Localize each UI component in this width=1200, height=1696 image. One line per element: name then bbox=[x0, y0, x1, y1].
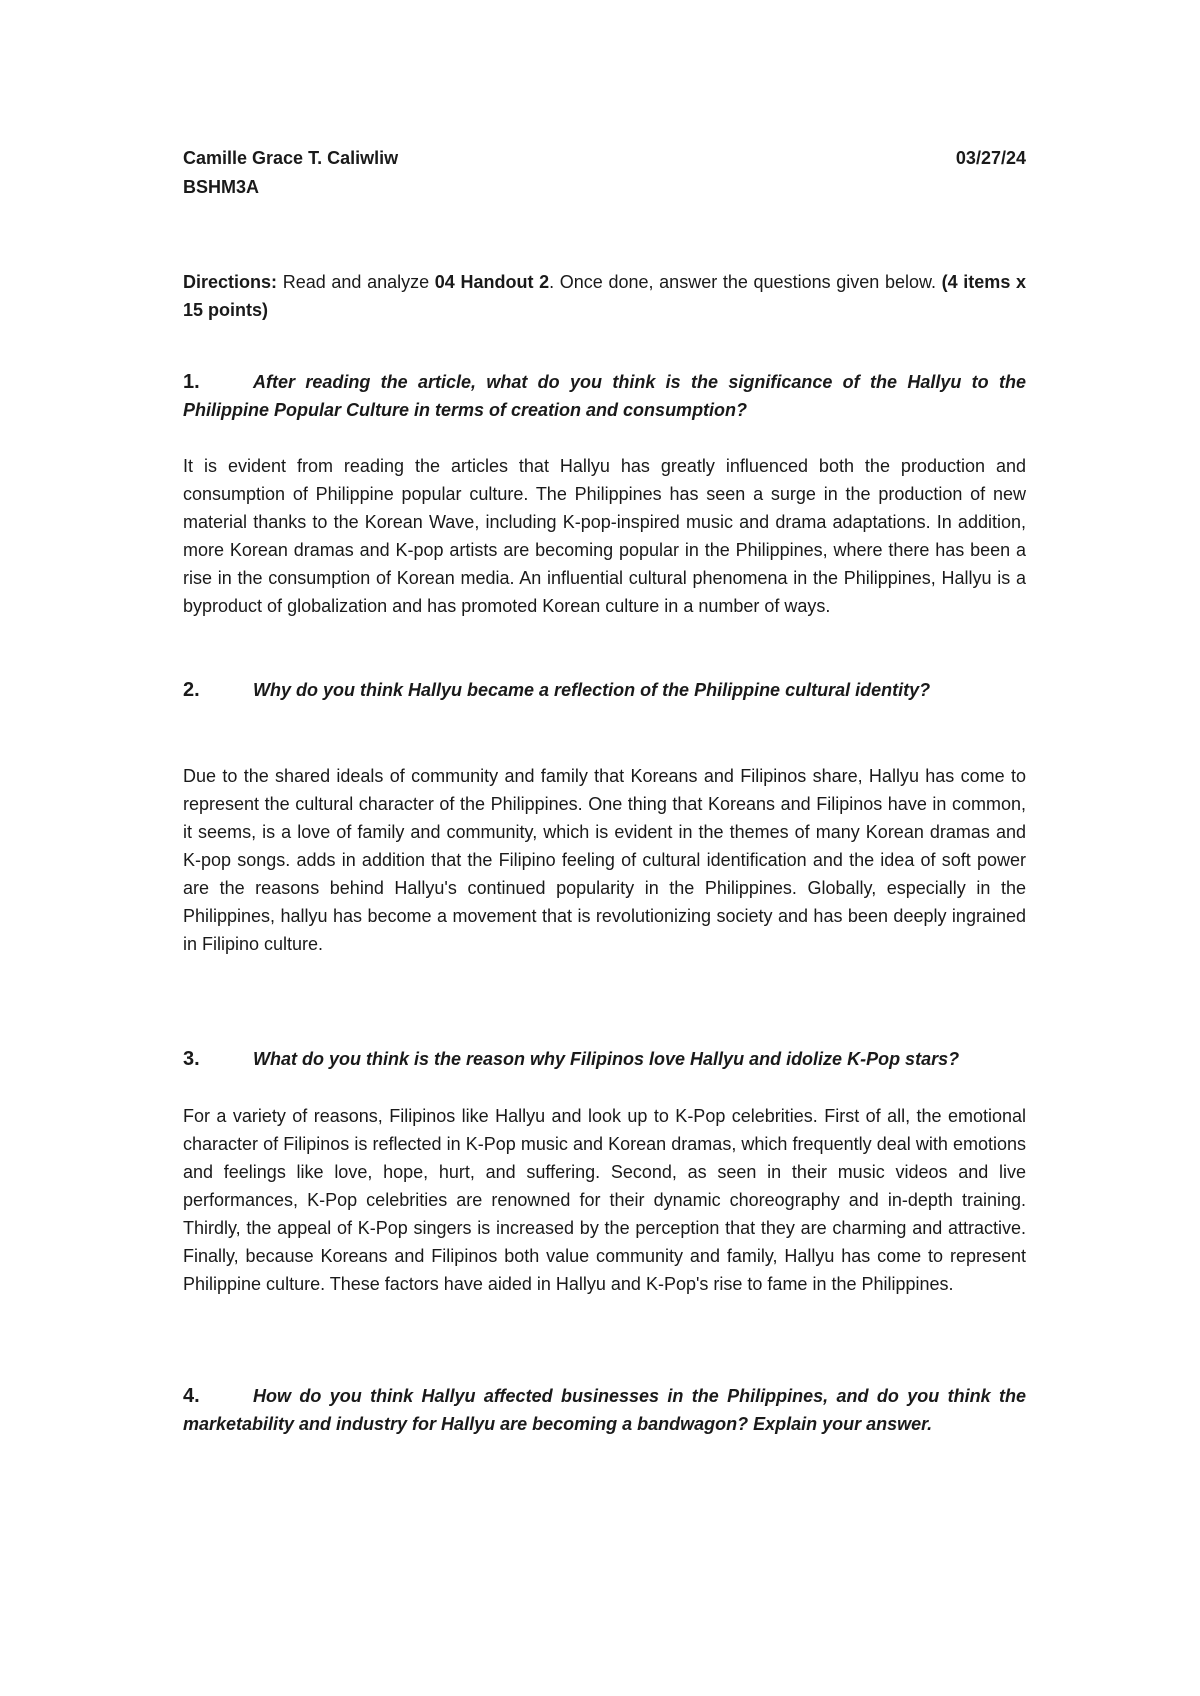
question-1 bbox=[183, 368, 1026, 424]
student-name: Camille Grace T. Caliwliw bbox=[183, 148, 399, 168]
question-number: 4. bbox=[183, 1385, 200, 1407]
submission-date: 03/27/24 bbox=[955, 148, 1026, 168]
question-4 bbox=[183, 1382, 1026, 1438]
directions bbox=[183, 268, 1026, 324]
question-3 bbox=[183, 1045, 1026, 1073]
answer-2: Due to the shared ideals of community and family that Koreans and Filipinos share, Hallyu has come to represent the cultural character of the Philippines. One thing that Koreans and Filipinos have in common, it seems, is a love of family and community, which is evident in the themes of many Korean dramas and K-pop songs. adds in addition that the Filipino feeling of cultural identification and the idea of soft power are the reasons behind Hallyu's continued popularity in the Philippines. Globally, especially in the Philippines, hallyu has become a movement that is revolutionizing society and has been deeply ingrained in Filipino culture. bbox=[183, 766, 1026, 954]
question-number: 3. bbox=[183, 1048, 200, 1070]
answer-3: For a variety of reasons, Filipinos like Hallyu and look up to K-Pop celebrities. First of all, the emotional character of Filipinos is reflected in K-Pop music and Korean dramas, which frequently deal with emotions and feelings like love, hope, hurt, and suffering. Second, as seen in their music videos and live performances, K-Pop celebrities are renowned for their dynamic choreography and in-depth training. Thirdly, the appeal of K-Pop singers is increased by the perception that they are charming and attractive. Finally, because Koreans and Filipinos both value community and family, Hallyu has come to represent Philippine culture. These factors have aided in Hallyu and K-Pop's rise to fame in the Philippines. bbox=[183, 1106, 1026, 1294]
question-text: Why do you think Hallyu became a reflection of the Philippine cultural identity? bbox=[253, 680, 931, 700]
directions-handout: 04 Handout 2 bbox=[434, 272, 550, 292]
header-row bbox=[183, 148, 1026, 169]
section-code: BSHM3A bbox=[183, 177, 260, 197]
question-number: 1. bbox=[183, 371, 200, 393]
directions-text-1: Read and analyze bbox=[277, 272, 435, 292]
answer-1: It is evident from reading the articles that Hallyu has greatly influenced both the production and consumption of Philippine popular culture. The Philippines has seen a surge in the production of new material thanks to the Korean Wave, including K-pop-inspired music and drama adaptations. In addition, more Korean dramas and K-pop artists are becoming popular in the Philippines, where there has been a rise in the consumption of Korean media. An influential cultural phenomena in the Philippines, Hallyu is a byproduct of globalization and has promoted Korean culture in a number of ways. bbox=[183, 456, 1026, 616]
directions-text-2: . Once done, answer the questions given below. bbox=[549, 272, 942, 292]
question-number: 2. bbox=[183, 679, 200, 701]
directions-points: (4 items x 15 points) bbox=[183, 272, 1026, 320]
directions-label: Directions: bbox=[183, 272, 278, 292]
question-text: What do you think is the reason why Filipinos love Hallyu and idolize K-Pop stars? bbox=[253, 1049, 960, 1069]
document-page bbox=[183, 0, 1026, 1696]
question-2 bbox=[183, 676, 1026, 704]
question-text: After reading the article, what do you think is the significance of the Hallyu to the Philippine Popular Culture in terms of creation and consumption? bbox=[183, 372, 1026, 420]
question-text: How do you think Hallyu affected businesses in the Philippines, and do you think the marketability and industry for Hallyu are becoming a bandwagon? Explain your answer. bbox=[183, 1386, 1026, 1434]
